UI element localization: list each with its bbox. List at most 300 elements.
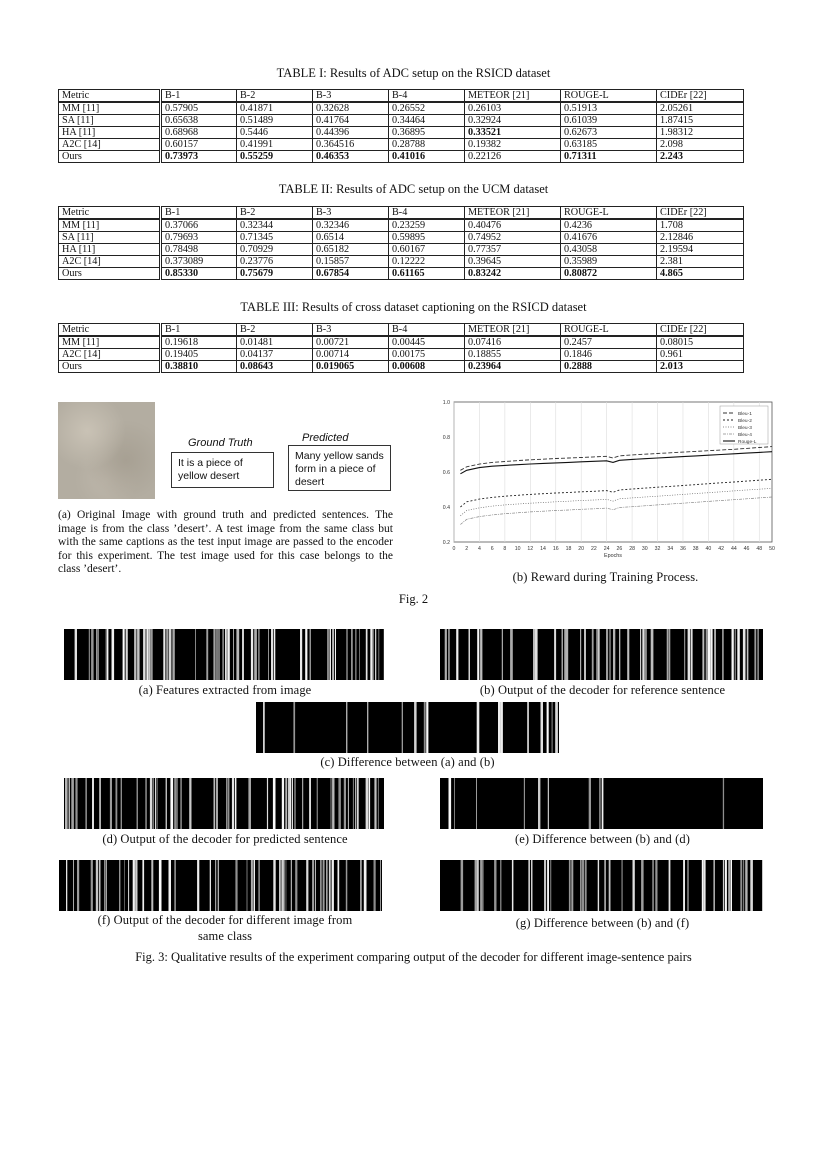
table-row [59,244,744,256]
barcode-stripes [256,702,559,753]
table-cell: 0.51489 [237,115,313,127]
barcode-stripe [640,629,641,680]
barcode-stripe [235,778,237,829]
barcode-stripe [170,778,173,829]
barcode-stripe [667,629,669,680]
table-cell: 0.41016 [389,151,465,163]
x-tick-label: 12 [527,546,534,552]
barcode-stripe [547,702,549,753]
barcode-stripe [126,629,128,680]
barcode-stripe [133,860,135,911]
table-cell: 0.71311 [561,151,657,163]
barcode-stripe [642,629,643,680]
barcode-stripe [627,629,629,680]
barcode-stripe [476,778,477,829]
barcode-stripe [552,702,553,753]
barcode-stripe [722,629,724,680]
barcode-stripe [226,778,228,829]
barcode-stripe [602,778,604,829]
table-cell: 1.87415 [657,115,744,127]
barcode-stripe [477,702,480,753]
barcode-stripe [609,860,611,911]
barcode-stripe [688,629,691,680]
barcode-stripe [369,778,370,829]
barcode-stripe [564,629,565,680]
barcode-stripe [233,629,234,680]
barcode-stripe [91,860,93,911]
barcode-stripe [292,778,293,829]
barcode-stripe [332,860,334,911]
table-cell: MM [11] [59,102,161,115]
barcode-stripe [338,778,341,829]
barcode-stripe [332,629,334,680]
table-cell: 0.00714 [313,349,389,361]
barcode-stripe [402,702,403,753]
barcode-stripe [480,629,482,680]
barcode-stripe [346,860,348,911]
barcode-stripe [346,629,347,680]
table-cell: 4.865 [657,268,744,280]
barcode-stripe [228,778,229,829]
table-header-cell: Metric [59,90,161,103]
barcode-stripe [747,629,749,680]
fig3-caption: Fig. 3: Qualitative results of the experiment comparing output of the decoder for different image-sentence pairs [135,950,692,964]
barcode-stripe [267,778,268,829]
barcode-stripe [375,629,376,680]
table-cell: 0.36895 [389,127,465,139]
fig2b-caption: (b) Reward during Training Process. [512,570,699,584]
barcode-stripe [448,629,450,680]
ground-truth-box [171,452,274,488]
barcode-stripe [596,629,597,680]
barcode-stripe [710,629,712,680]
barcode-stripe [644,629,647,680]
barcode-stripe [691,629,693,680]
table-cell: 0.80872 [561,268,657,280]
x-tick-label: 16 [552,546,559,552]
table-cell: 0.75679 [237,268,313,280]
barcode-stripe [379,629,380,680]
barcode-stripe [655,860,657,911]
table-cell: 0.1846 [561,349,657,361]
barcode-stripe [619,629,620,680]
barcode-stripe [346,702,347,753]
table-cell: 0.83242 [465,268,561,280]
table-cell: 0.33521 [465,127,561,139]
barcode-stripe [643,629,645,680]
barcode-stripe [622,860,623,911]
table-header-row [59,324,744,337]
table-cell: 0.62673 [561,127,657,139]
barcode-stripes [440,778,763,829]
barcode-stripe [445,629,447,680]
legend-label: Bleu-3 [738,426,752,431]
barcode-stripe [89,629,90,680]
table-cell: 0.41991 [237,139,313,151]
x-tick-label: 4 [477,546,481,552]
barcode-stripe [326,860,328,911]
barcode-stripe [707,629,710,680]
x-tick-label: 30 [641,546,648,552]
barcode-stripe [293,702,295,753]
barcode-stripe [150,778,152,829]
barcode-stripe [541,702,544,753]
barcode-stripe [702,629,704,680]
barcode-stripe [737,629,740,680]
table-header-row [59,90,744,103]
barcode-stripe [99,778,101,829]
barcode-stripe [633,860,635,911]
table-cell: 2.013 [657,361,744,373]
barcode-stripe [295,860,297,911]
table3-container [58,323,744,373]
barcode-stripe [137,629,140,680]
barcode-stripe [305,629,307,680]
table-cell: 0.26103 [465,102,561,115]
barcode-stripe [65,778,68,829]
barcode-stripe [702,860,704,911]
barcode-stripe [555,702,558,753]
barcode-b [440,629,763,680]
barcode-stripe [189,778,191,829]
barcode-stripe [273,778,276,829]
barcode-stripe [137,778,138,829]
table-cell: 0.364516 [313,139,389,151]
table-cell: 0.019065 [313,361,389,373]
table-cell: 0.373089 [161,256,237,268]
table-cell: 0.26552 [389,102,465,115]
barcode-stripe [174,860,176,911]
barcode-stripe [137,860,138,911]
table-header-cell: B-4 [389,207,465,220]
table-row [59,151,744,163]
barcode-stripe [143,629,146,680]
barcode-stripe [254,860,256,911]
barcode-stripe [281,860,284,911]
table-header-cell: B-4 [389,90,465,103]
barcode-stripe [121,778,122,829]
table-cell: 0.15857 [313,256,389,268]
barcode-stripe [91,629,94,680]
table-cell: 0.35989 [561,256,657,268]
barcode-stripe [282,778,284,829]
barcode-stripe [500,702,503,753]
barcode-stripe [75,778,77,829]
barcode-stripe [236,629,239,680]
x-tick-label: 40 [705,546,712,552]
table-row [59,127,744,139]
table-header-cell: B-2 [237,90,313,103]
barcode-stripe [424,702,426,753]
table-cell: 0.01481 [237,336,313,349]
table-cell: 0.00445 [389,336,465,349]
table-row [59,361,744,373]
y-tick-label: 0.6 [442,470,450,476]
barcode-stripe [758,629,759,680]
barcode-stripe [743,629,746,680]
table-header-cell: Metric [59,324,161,337]
x-tick-label: 48 [756,546,763,552]
barcode-stripe [327,629,328,680]
ground-truth-label: Ground Truth [188,437,253,449]
barcode-stripe [735,629,736,680]
table-header-cell: CIDEr [22] [657,90,744,103]
table-cell: 1.708 [657,219,744,232]
barcode-stripe [110,778,112,829]
x-tick-label: 18 [565,546,572,552]
barcode-stripe [704,860,706,911]
table-cell: 0.59895 [389,232,465,244]
barcode-stripe [360,860,362,911]
barcode-stripe [475,860,476,911]
barcode-stripe [172,629,174,680]
barcode-stripe [242,629,244,680]
table-cell: HA [11] [59,244,161,256]
barcode-stripe [86,778,87,829]
table-cell: Ours [59,151,161,163]
barcode-stripe [116,778,118,829]
barcode-stripe [330,629,332,680]
barcode-stripes [64,629,384,680]
x-tick-label: 28 [629,546,635,552]
table1-container [58,89,744,163]
table-cell: 2.381 [657,256,744,268]
barcode-stripe [75,629,77,680]
table-cell: 0.41764 [313,115,389,127]
barcode-stripe [73,860,74,911]
barcode-stripe [216,629,217,680]
barcode-stripe [219,629,220,680]
table-cell: 0.60157 [161,139,237,151]
table-row [59,115,744,127]
table-cell: 0.70929 [237,244,313,256]
barcode-stripe [566,629,568,680]
barcode-stripe [71,778,74,829]
table2-container [58,206,744,280]
table-cell: 0.55259 [237,151,313,163]
barcode-stripe [414,702,417,753]
barcode-stripe [99,860,101,911]
barcode-stripe [480,860,482,911]
results-table [58,89,744,163]
barcode-stripe [355,778,356,829]
barcode-stripe [669,860,671,911]
y-tick-label: 0.8 [442,435,450,441]
table-header-cell: B-3 [313,324,389,337]
table-header-cell: ROUGE-L [561,90,657,103]
table-cell: 0.00175 [389,349,465,361]
table-header-cell: B-1 [161,90,237,103]
barcode-stripe [598,860,599,911]
barcode-stripe [279,860,281,911]
barcode-stripe [652,860,653,911]
y-tick-label: 0.2 [442,540,450,546]
barcode-stripe [544,860,546,911]
barcode-stripe [762,860,763,911]
barcode-stripes [440,629,763,680]
barcode-stripe [284,860,285,911]
table-row [59,256,744,268]
barcode-stripe [135,860,136,911]
barcode-stripe [225,629,227,680]
barcode-stripe [92,778,94,829]
table-cell: 0.32924 [465,115,561,127]
table-row [59,139,744,151]
x-tick-label: 0 [452,546,456,552]
barcode-stripe [510,629,513,680]
table-cell: 0.61039 [561,115,657,127]
barcode-stripe [123,629,125,680]
barcode-stripe [512,860,514,911]
table-cell: Ours [59,361,161,373]
barcode-stripe [106,629,107,680]
barcode-stripe [610,629,611,680]
barcode-stripe [309,778,311,829]
barcode-stripe [195,629,196,680]
table-cell: 0.61165 [389,268,465,280]
table-cell: 0.00721 [313,336,389,349]
table-cell: 0.08015 [657,336,744,349]
barcode-stripe [344,778,346,829]
barcode-stripe [367,702,368,753]
predicted-text: Many yellow sands form in a piece of desert [295,450,384,488]
barcode-stripe [357,778,359,829]
barcode-stripe [302,778,303,829]
barcode-stripe [111,629,112,680]
barcode-stripe [163,629,165,680]
table-header-cell: Metric [59,207,161,220]
table-cell: 0.65638 [161,115,237,127]
table-cell: 0.32344 [237,219,313,232]
barcode-stripe [166,778,167,829]
results-table [58,206,744,280]
barcode-stripe [743,860,744,911]
barcode-stripe [728,860,730,911]
table-cell: 0.32628 [313,102,389,115]
table-cell: 0.39645 [465,256,561,268]
barcode-stripe [527,702,529,753]
barcode-stripe [251,860,253,911]
barcode-stripe [286,860,287,911]
y-tick-label: 1.0 [442,400,450,406]
barcode-stripe [454,778,455,829]
barcode-stripe [306,860,308,911]
barcode-stripe [310,629,311,680]
table-cell: 0.51913 [561,102,657,115]
table-cell: MM [11] [59,336,161,349]
barcode-stripe [531,860,533,911]
table-header-cell: METEOR [21] [465,324,561,337]
barcode-stripe [313,860,314,911]
barcode-stripe [323,860,325,911]
table-cell: 0.08643 [237,361,313,373]
barcode-stripe [285,778,287,829]
barcode-stripe [104,860,105,911]
table-cell: 0.71345 [237,232,313,244]
table-cell: HA [11] [59,127,161,139]
barcode-stripe [353,778,354,829]
barcode-e [440,778,763,829]
barcode-stripe [585,860,587,911]
barcode-f [59,860,382,911]
fig3g-caption: (g) Difference between (b) and (f) [515,916,690,930]
table-cell: 0.44396 [313,127,389,139]
barcode-stripe [197,860,199,911]
table-cell: A2C [14] [59,349,161,361]
barcode-stripe [606,629,608,680]
x-tick-label: 42 [718,546,725,552]
barcode-stripe [538,778,540,829]
barcode-stripe [476,860,479,911]
table-cell: 0.65182 [313,244,389,256]
table-cell: A2C [14] [59,256,161,268]
barcode-stripe [332,778,334,829]
barcode-stripe [500,860,501,911]
barcode-stripe [731,860,732,911]
barcode-stripe [725,860,727,911]
barcode-stripe [461,860,464,911]
table2-caption: TABLE II: Results of ADC setup on the UCM dataset [278,182,549,196]
barcode-stripe [714,860,715,911]
x-tick-label: 38 [692,546,699,552]
barcode-stripe [355,629,356,680]
table-cell: 0.23776 [237,256,313,268]
barcode-stripe [494,860,496,911]
table-cell: 0.37066 [161,219,237,232]
x-tick-label: 26 [616,546,623,552]
table-cell: A2C [14] [59,139,161,151]
table-cell: 0.32346 [313,219,389,232]
x-tick-label: 36 [680,546,686,552]
barcode-stripe [364,860,367,911]
table-cell: 2.12846 [657,232,744,244]
barcode-stripe [687,860,688,911]
barcode-stripe [348,778,349,829]
table-cell: SA [11] [59,232,161,244]
barcode-stripes [64,778,384,829]
barcode-stripe [571,860,573,911]
table-cell: 0.57905 [161,102,237,115]
barcode-stripe [589,778,591,829]
x-tick-label: 46 [743,546,750,552]
barcode-stripe [378,778,379,829]
table-header-cell: CIDEr [22] [657,207,744,220]
table1-caption: TABLE I: Results of ADC setup on the RSICD dataset [276,66,551,80]
barcode-stripe [214,778,216,829]
x-tick-label: 20 [578,546,585,552]
fig3d-caption: (d) Output of the decoder for predicted sentence [102,832,348,846]
barcode-stripe [169,629,172,680]
barcode-stripe [535,629,538,680]
barcode-stripe [169,860,172,911]
barcode-stripe [547,860,549,911]
x-tick-label: 2 [465,546,469,552]
legend-label: Bleu-2 [738,419,752,424]
fig2-title: Fig. 2 [398,592,429,606]
table-cell: 0.79693 [161,232,237,244]
table-cell: 0.41676 [561,232,657,244]
x-tick-label: 8 [503,546,507,552]
table-cell: 0.19618 [161,336,237,349]
barcode-stripe [206,629,208,680]
x-tick-label: 6 [490,546,494,552]
barcode-stripe [723,778,724,829]
table-cell: SA [11] [59,115,161,127]
table-cell: 0.22126 [465,151,561,163]
barcode-stripe [456,629,458,680]
barcode-stripe [248,778,251,829]
table-header-cell: CIDEr [22] [657,324,744,337]
